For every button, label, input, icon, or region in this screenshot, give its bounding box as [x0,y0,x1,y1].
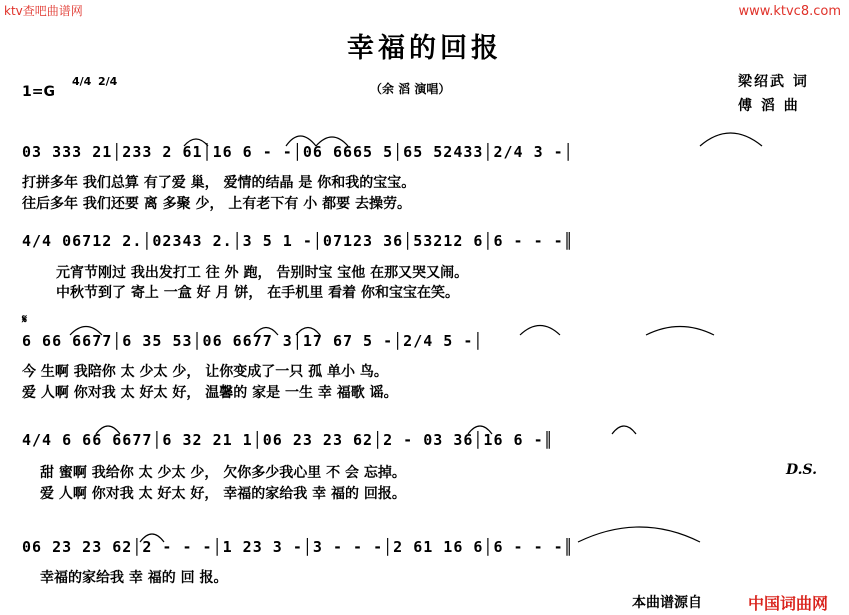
lyric-row-3-verse-2: 爱 人啊 你对我 太 好太 好， 温馨的 家是 一生 幸 福歌 谣。 [22,385,398,401]
time-signature-2: 2/4 [98,75,118,88]
ds-marking: D.S. [786,462,818,478]
lyric-row-2-verse-2: 中秋节到了 寄上 一盒 好 月 饼， 在手机里 看着 你和宝宝在笑。 [56,285,459,301]
notation-row-1: 03 333 21│233 2 61│16 6 - -│06 6665 5│65 52433│2/4 3 -│ [22,143,574,161]
lyric-row-1-verse-1: 打拼多年 我们总算 有了爱 巢， 爱情的结晶 是 你和我的宝宝。 [22,175,416,191]
lyric-row-4-verse-2: 爱 人啊 你对我 太 好太 好， 幸福的家给我 幸 福的 回报。 [40,486,406,502]
lyricist-credit: 梁绍武 词 [738,74,809,90]
lyric-row-3-verse-1: 今 生啊 我陪你 太 少太 少， 让你变成了一只 孤 单小 鸟。 [22,364,388,380]
notation-row-2: 4/4 06712 2.│02343 2.│3 5 1 -│07123 36│53212 6│6 - - -║ [22,232,574,250]
notation-row-4: 4/4 6 66 6677│6 32 21 1│06 23 23 62│2 - 03 36│16 6 -║ [22,431,554,449]
composer-credit: 傅 滔 曲 [738,98,800,114]
lyric-row-2-verse-1: 元宵节刚过 我出发打工 往 外 跑， 告别时宝 宝他 在那又哭又闹。 [56,265,469,281]
notation-row-3: 6 66 6677│6 35 53│06 6677 3│17 67 5 -│2/4 5 -│ [22,332,484,350]
watermark-left: ktv查吧曲谱网 [4,4,83,18]
singer-credit: （余 滔 演唱） [370,82,451,96]
lyric-row-4-verse-1: 甜 蜜啊 我给你 太 少太 少， 欠你多少我心里 不 会 忘掉。 [40,465,406,481]
watermark-right: www.ktvc8.com [738,4,841,19]
notation-row-5: 06 23 23 62│2 - - -│1 23 3 -│3 - - -│2 61 16 6│6 - - -║ [22,538,574,556]
segno-sign: 𝄋 [22,312,28,326]
key-signature: 1=G [22,84,55,100]
time-signature-1: 4/4 [72,75,92,88]
song-title: 幸福的回报 [347,33,502,64]
footer-source-label: 本曲谱源自 [632,595,702,611]
lyric-row-1-verse-2: 往后多年 我们还要 离 多聚 少， 上有老下有 小 都要 去操劳。 [22,196,411,212]
footer-site-name: 中国词曲网 [748,594,829,613]
lyric-row-5: 幸福的家给我 幸 福的 回 报。 [40,570,228,586]
